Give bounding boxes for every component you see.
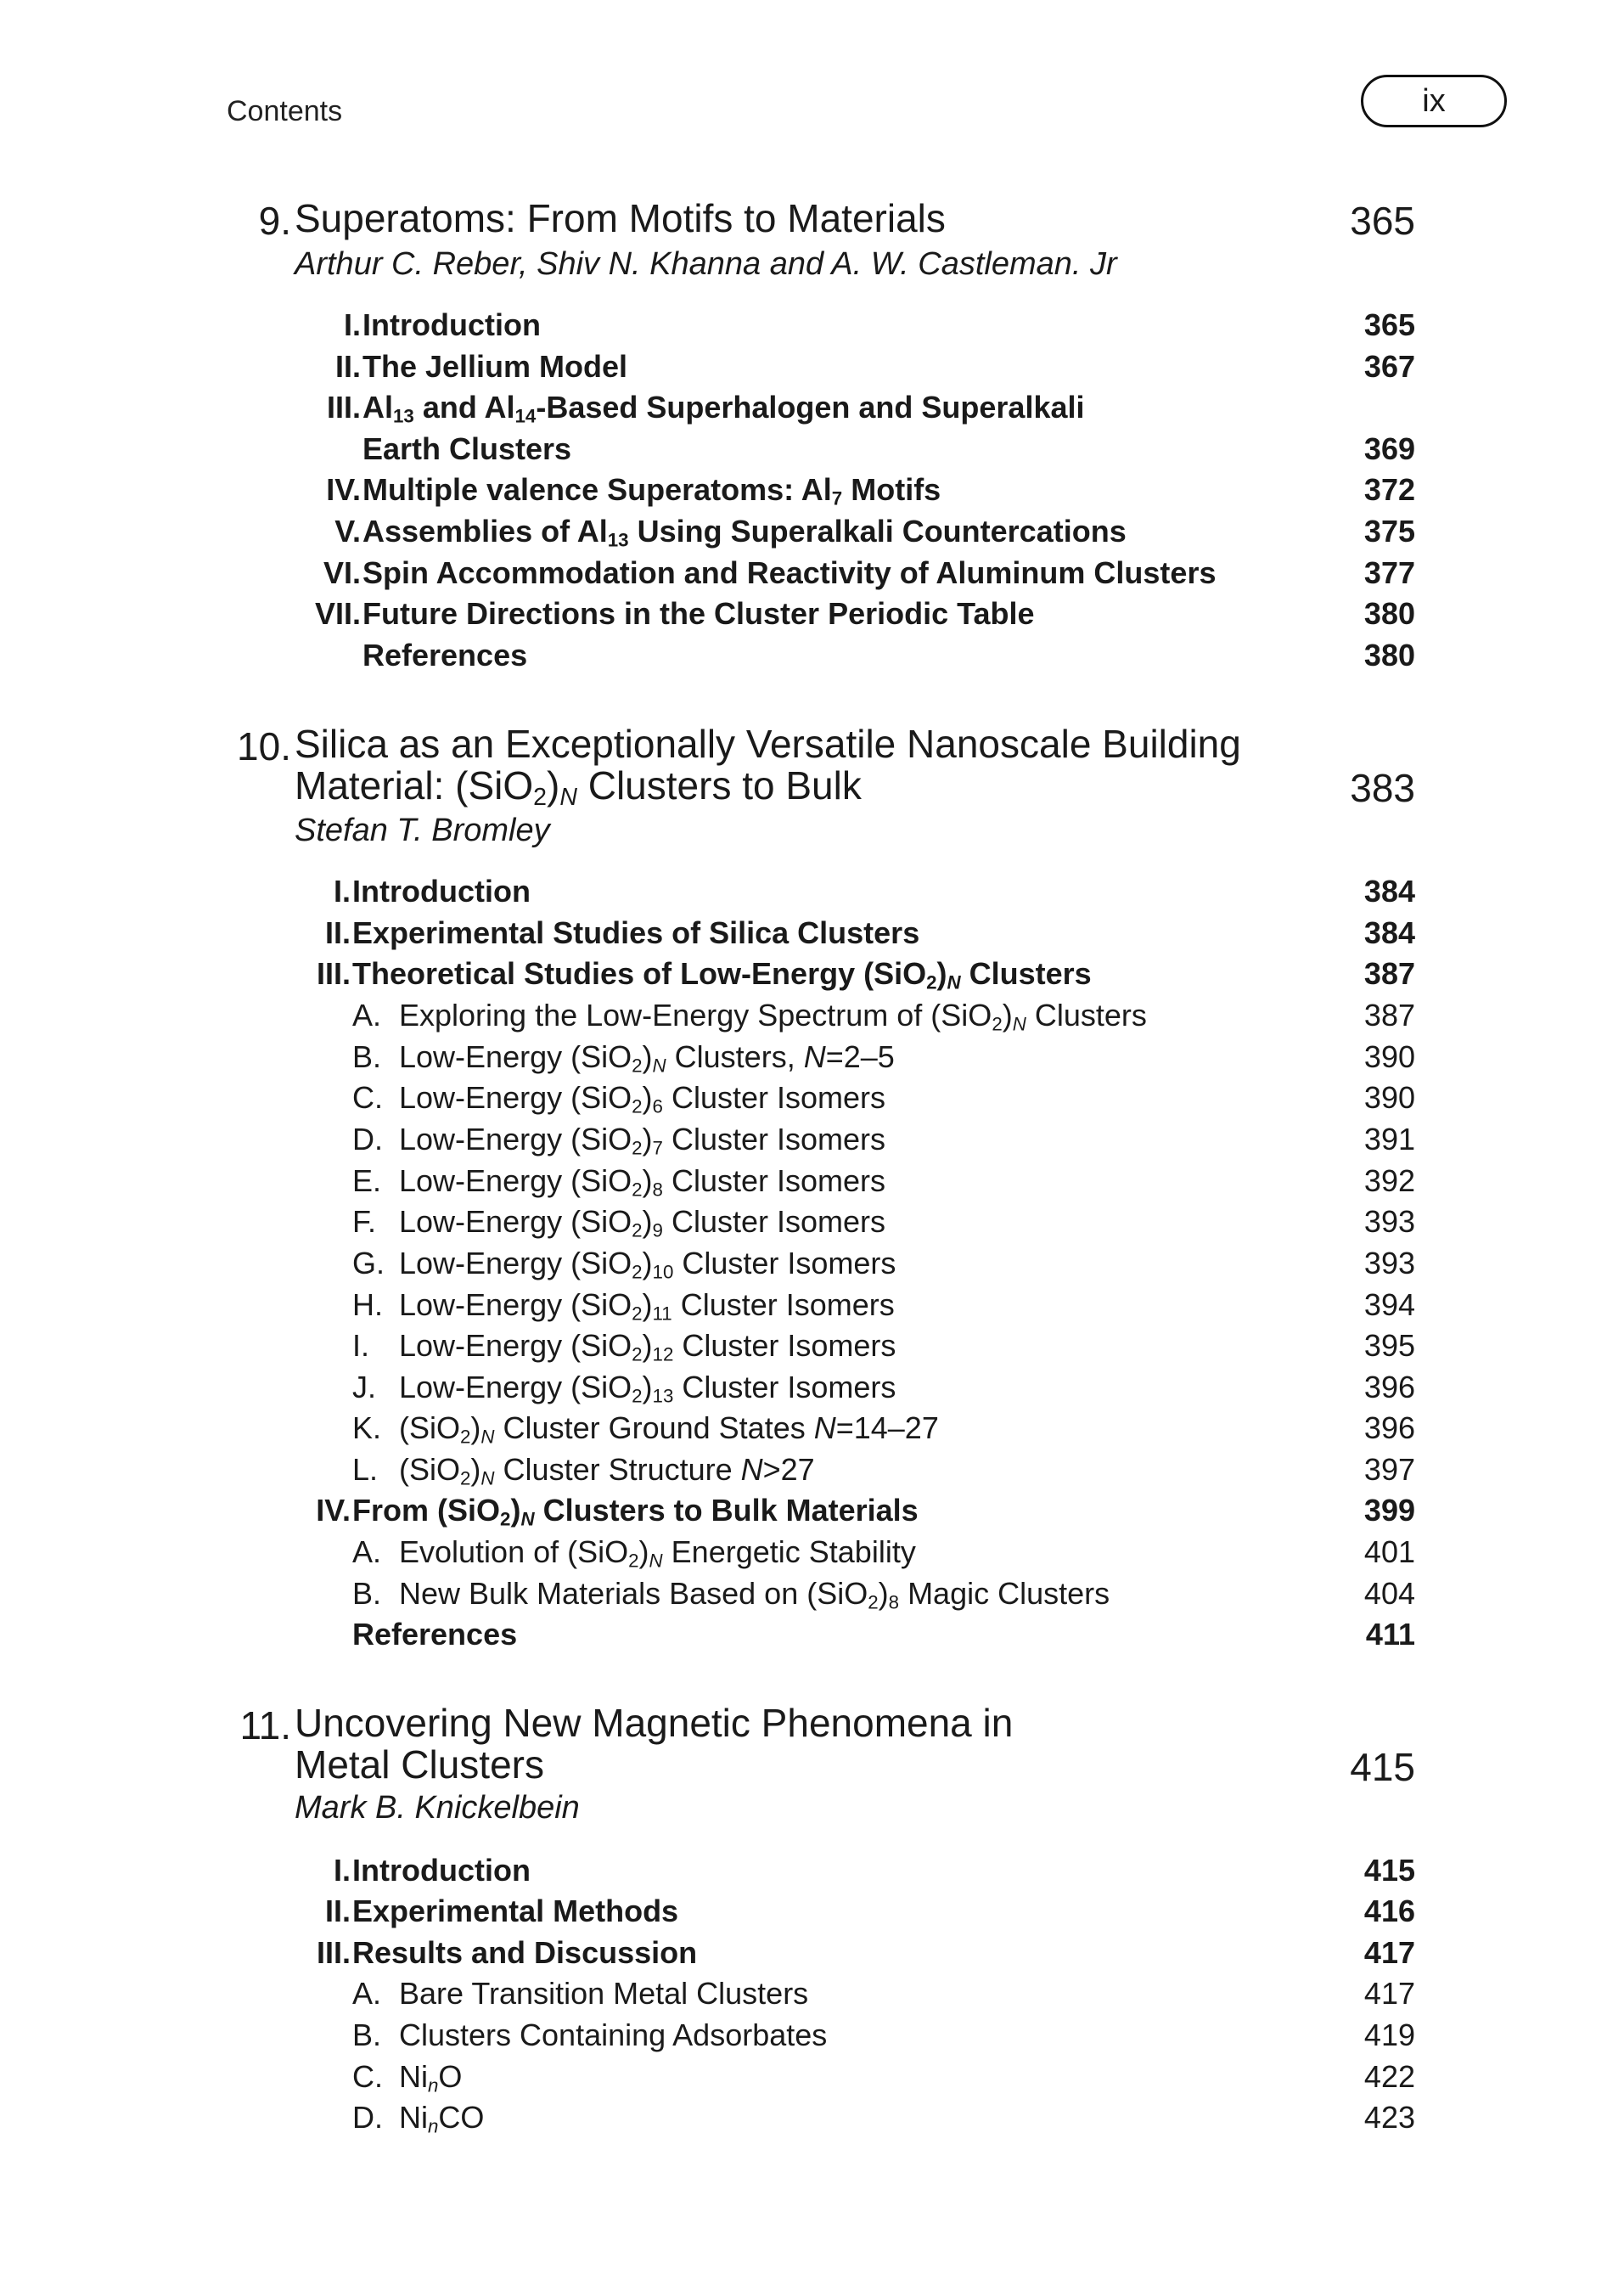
section-page-number: 367 bbox=[1363, 349, 1415, 384]
section-page-number: 411 bbox=[1365, 1617, 1415, 1652]
toc-entry[interactable] bbox=[0, 874, 1624, 915]
section-title: $(SiO_2)_N$ Cluster Structure N>27 bbox=[399, 1452, 815, 1489]
section-label: VII. bbox=[314, 596, 361, 631]
section-page-number: 417 bbox=[1363, 1976, 1415, 2011]
toc-entry[interactable] bbox=[0, 1370, 1624, 1411]
section-label: K. bbox=[352, 1410, 382, 1445]
section-page-number: 404 bbox=[1363, 1576, 1415, 1611]
section-label: E. bbox=[352, 1163, 382, 1198]
toc-entry[interactable] bbox=[0, 1935, 1624, 1977]
toc-entry[interactable] bbox=[0, 596, 1624, 638]
section-page-number: 390 bbox=[1363, 1039, 1415, 1074]
section-label: B. bbox=[352, 1039, 382, 1074]
section-title: $Ni_nO$ bbox=[399, 2059, 463, 2096]
toc-entry[interactable] bbox=[0, 1853, 1624, 1894]
section-label: G. bbox=[352, 1246, 385, 1280]
section-label: III. bbox=[316, 1935, 351, 1970]
section-title: The Jellium Model bbox=[362, 349, 628, 384]
chapter-title[interactable]: Material: $(SiO_2)_N$ Clusters to Bulk bbox=[295, 763, 862, 812]
section-title: Low-Energy $(SiO_2)_6$ Cluster Isomers bbox=[399, 1080, 886, 1117]
section-title: Low-Energy $(SiO_2)_9$ Cluster Isomers bbox=[399, 1204, 886, 1241]
section-title: Evolution of $(SiO_2)_N$ Energetic Stability bbox=[399, 1534, 916, 1572]
section-label: I. bbox=[333, 874, 351, 909]
section-page-number: 396 bbox=[1363, 1410, 1415, 1445]
toc-entry[interactable] bbox=[0, 1576, 1624, 1618]
toc-entry[interactable] bbox=[0, 2059, 1624, 2101]
section-page-number: 387 bbox=[1363, 956, 1415, 991]
section-title: Introduction bbox=[352, 1853, 531, 1888]
section-page-number: 416 bbox=[1363, 1894, 1415, 1928]
section-label: I. bbox=[343, 307, 361, 342]
chapter-title[interactable]: Superatoms: From Motifs to Materials bbox=[295, 196, 946, 240]
toc-entry[interactable] bbox=[0, 2100, 1624, 2141]
section-page-number: 392 bbox=[1363, 1163, 1415, 1198]
toc-entry[interactable] bbox=[0, 1246, 1624, 1287]
section-title: Low-Energy $(SiO_2)_{10}$ Cluster Isomers bbox=[399, 1246, 896, 1283]
section-page-number: 391 bbox=[1363, 1122, 1415, 1156]
toc-entry[interactable] bbox=[0, 1976, 1624, 2017]
section-page-number: 372 bbox=[1363, 472, 1415, 507]
section-title: Clusters Containing Adsorbates bbox=[399, 2017, 828, 2052]
section-label: VI. bbox=[323, 555, 361, 590]
section-label: D. bbox=[352, 2100, 383, 2135]
section-title: Results and Discussion bbox=[352, 1935, 698, 1970]
section-label: B. bbox=[352, 2017, 382, 2052]
section-label: III. bbox=[316, 956, 351, 991]
chapter-author: Stefan T. Bromley bbox=[295, 813, 550, 848]
toc-entry[interactable] bbox=[0, 1204, 1624, 1246]
chapter-page-number: 415 bbox=[1350, 1745, 1415, 1789]
section-label: IV. bbox=[326, 472, 361, 507]
section-label: IV. bbox=[316, 1493, 351, 1528]
section-title: Introduction bbox=[352, 874, 531, 909]
section-title: Introduction bbox=[362, 307, 541, 342]
section-page-number: 390 bbox=[1363, 1080, 1415, 1115]
toc-entry[interactable] bbox=[0, 1617, 1624, 1658]
toc-entry[interactable] bbox=[0, 1452, 1624, 1494]
section-page-number: 375 bbox=[1363, 514, 1415, 549]
section-page-number: 384 bbox=[1363, 874, 1415, 909]
section-title: Multiple valence Superatoms: $Al_7$ Motifs bbox=[362, 472, 941, 509]
section-page-number: 422 bbox=[1363, 2059, 1415, 2094]
section-page-number: 396 bbox=[1363, 1370, 1415, 1404]
chapter-page-number: 365 bbox=[1350, 199, 1415, 243]
chapter-number: 9. bbox=[258, 199, 291, 243]
section-title: Earth Clusters bbox=[362, 431, 572, 466]
running-header: Contents bbox=[227, 95, 343, 127]
chapter-author: Mark B. Knickelbein bbox=[295, 1790, 580, 1826]
toc-entry[interactable] bbox=[0, 998, 1624, 1039]
chapter-number: 11. bbox=[239, 1703, 291, 1747]
chapter-title[interactable]: Metal Clusters bbox=[295, 1742, 544, 1787]
section-title: Low-Energy $(SiO_2)_{12}$ Cluster Isomers bbox=[399, 1328, 896, 1365]
toc-entry[interactable] bbox=[0, 1410, 1624, 1452]
chapter-title[interactable]: Uncovering New Magnetic Phenomena in bbox=[295, 1701, 1014, 1745]
section-title: Future Directions in the Cluster Periodic Table bbox=[362, 596, 1035, 631]
section-label: V. bbox=[334, 514, 361, 549]
section-page-number: 377 bbox=[1363, 555, 1415, 590]
section-page-number: 393 bbox=[1363, 1246, 1415, 1280]
toc-entry[interactable] bbox=[0, 1328, 1624, 1370]
section-title: Low-Energy $(SiO_2)_7$ Cluster Isomers bbox=[399, 1122, 886, 1159]
section-label: III. bbox=[326, 390, 361, 425]
section-label: C. bbox=[352, 2059, 383, 2094]
section-page-number: 415 bbox=[1363, 1853, 1415, 1888]
section-label: D. bbox=[352, 1122, 383, 1156]
toc-entry[interactable] bbox=[0, 1534, 1624, 1576]
toc-entry[interactable] bbox=[0, 1122, 1624, 1163]
toc-entry[interactable] bbox=[0, 514, 1624, 555]
toc-entry[interactable] bbox=[0, 1287, 1624, 1329]
toc-entry[interactable] bbox=[0, 2017, 1624, 2059]
toc-entry[interactable] bbox=[0, 472, 1624, 514]
toc-entry[interactable] bbox=[0, 431, 1624, 473]
section-label: II. bbox=[324, 1894, 351, 1928]
section-label: I. bbox=[333, 1853, 351, 1888]
section-page-number: 399 bbox=[1363, 1493, 1415, 1528]
section-label: F. bbox=[352, 1204, 377, 1239]
section-page-number: 387 bbox=[1363, 998, 1415, 1033]
toc-entry[interactable] bbox=[0, 349, 1624, 391]
toc-entry[interactable] bbox=[0, 915, 1624, 957]
chapter-title[interactable]: Silica as an Exceptionally Versatile Nanoscale Building bbox=[295, 722, 1241, 766]
page-number-badge: ix bbox=[1361, 75, 1507, 127]
section-page-number: 397 bbox=[1363, 1452, 1415, 1487]
section-label: I. bbox=[352, 1328, 370, 1363]
section-title: Low-Energy $(SiO_2)_{13}$ Cluster Isomers bbox=[399, 1370, 896, 1407]
toc-entry[interactable] bbox=[0, 1493, 1624, 1534]
section-page-number: 384 bbox=[1363, 915, 1415, 950]
toc-entry[interactable] bbox=[0, 1163, 1624, 1205]
section-page-number: 393 bbox=[1363, 1204, 1415, 1239]
section-title: Spin Accommodation and Reactivity of Aluminum Clusters bbox=[362, 555, 1217, 590]
section-page-number: 380 bbox=[1363, 596, 1415, 631]
section-page-number: 394 bbox=[1363, 1287, 1415, 1322]
section-title: Theoretical Studies of Low-Energy $(SiO_2)_N$ Clusters bbox=[352, 956, 1092, 993]
toc-entry[interactable] bbox=[0, 956, 1624, 998]
section-page-number: 365 bbox=[1363, 307, 1415, 342]
section-label: J. bbox=[352, 1370, 377, 1404]
section-page-number: 380 bbox=[1363, 638, 1415, 672]
section-label: II. bbox=[324, 915, 351, 950]
toc-entry[interactable] bbox=[0, 307, 1624, 349]
section-page-number: 419 bbox=[1363, 2017, 1415, 2052]
section-page-number: 395 bbox=[1363, 1328, 1415, 1363]
section-label: H. bbox=[352, 1287, 383, 1322]
section-page-number: 417 bbox=[1363, 1935, 1415, 1970]
section-title: Experimental Studies of Silica Clusters bbox=[352, 915, 920, 950]
section-label: A. bbox=[352, 1976, 382, 2011]
section-label: A. bbox=[352, 998, 382, 1033]
toc-entry[interactable] bbox=[0, 638, 1624, 679]
section-title: From $(SiO_2)_N$ Clusters to Bulk Materials bbox=[352, 1493, 919, 1530]
section-title: Experimental Methods bbox=[352, 1894, 679, 1928]
section-page-number: 423 bbox=[1363, 2100, 1415, 2135]
section-title: References bbox=[362, 638, 528, 672]
section-page-number: 369 bbox=[1363, 431, 1415, 466]
section-label: II. bbox=[334, 349, 361, 384]
section-label: C. bbox=[352, 1080, 383, 1115]
toc-entry[interactable] bbox=[0, 1080, 1624, 1122]
section-title: $Ni_nCO$ bbox=[399, 2100, 485, 2137]
section-page-number: 401 bbox=[1363, 1534, 1415, 1569]
section-label: A. bbox=[352, 1534, 382, 1569]
toc-entry[interactable] bbox=[0, 1894, 1624, 1935]
section-title: Low-Energy $(SiO_2)_{11}$ Cluster Isomers bbox=[399, 1287, 895, 1325]
section-title: $Al_{13}$ and $Al_{14}$-Based Superhalogen and Superalkali bbox=[362, 390, 1085, 427]
chapter-page-number: 383 bbox=[1350, 766, 1415, 810]
section-title: $(SiO_2)_N$ Cluster Ground States N=14–27 bbox=[399, 1410, 939, 1448]
section-title: Bare Transition Metal Clusters bbox=[399, 1976, 809, 2011]
chapter-author: Arthur C. Reber, Shiv N. Khanna and A. W. Castleman. Jr bbox=[295, 246, 1117, 282]
section-title: Exploring the Low-Energy Spectrum of $(SiO_2)_N$ Clusters bbox=[399, 998, 1147, 1035]
section-title: References bbox=[352, 1617, 518, 1652]
toc-entry[interactable] bbox=[0, 1039, 1624, 1081]
section-title: Assemblies of $Al_{13}$ Using Superalkali Countercations bbox=[362, 514, 1127, 551]
section-title: Low-Energy $(SiO_2)_8$ Cluster Isomers bbox=[399, 1163, 886, 1201]
section-label: B. bbox=[352, 1576, 382, 1611]
toc-entry[interactable] bbox=[0, 390, 1624, 431]
chapter-number: 10. bbox=[237, 724, 291, 768]
toc-entry[interactable] bbox=[0, 555, 1624, 597]
section-title: Low-Energy $(SiO_2)_N$ Clusters, N=2–5 bbox=[399, 1039, 895, 1077]
section-title: New Bulk Materials Based on $(SiO_2)_8$ Magic Clusters bbox=[399, 1576, 1110, 1613]
section-label: L. bbox=[352, 1452, 379, 1487]
